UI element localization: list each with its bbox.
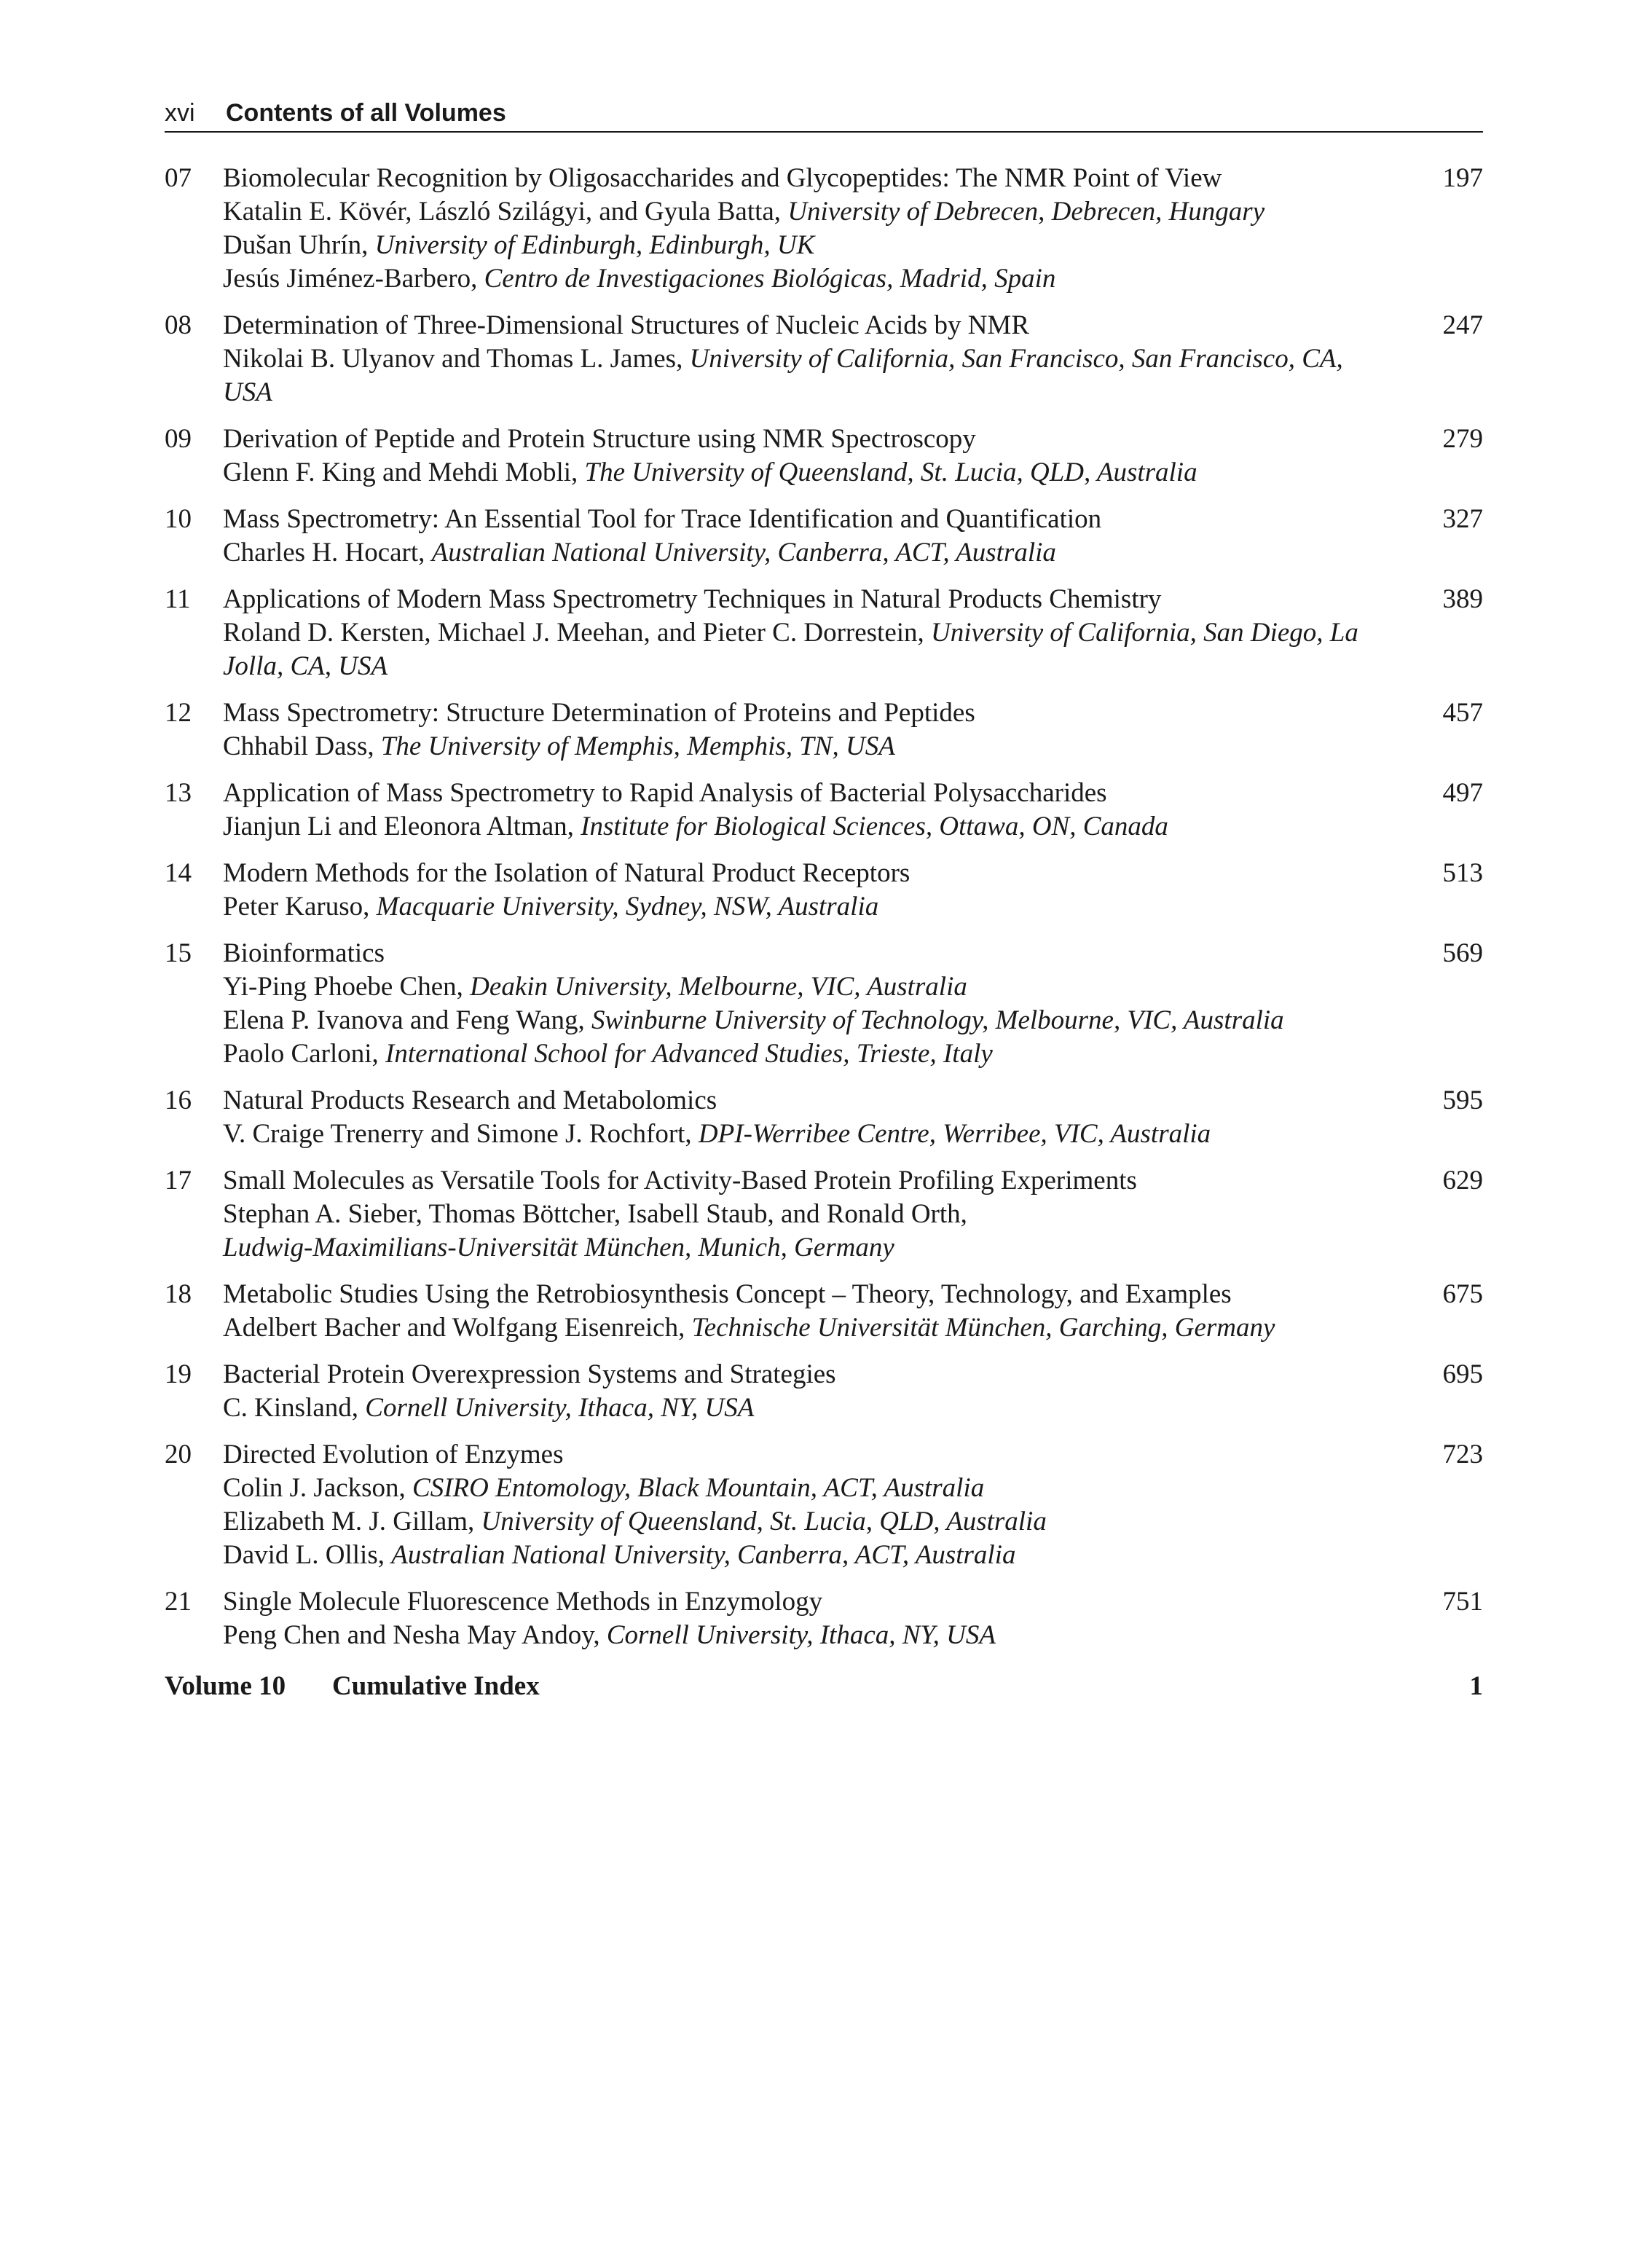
chapter-details — [223, 937, 1417, 1071]
chapter-title: Bioinformatics — [223, 938, 385, 968]
chapter-title: Modern Methods for the Isolation of Natural Product Receptors — [223, 858, 910, 888]
chapter-page-number: 197 — [1442, 163, 1483, 193]
chapter-title: Mass Spectrometry: Structure Determination of Proteins and Peptides — [223, 698, 975, 728]
author-affiliation: Cornell University, Ithaca, NY, USA — [365, 1393, 755, 1423]
chapter-number: 19 — [165, 1359, 192, 1389]
toc-entry — [165, 583, 1483, 683]
page — [165, 95, 1483, 1703]
author-names: Roland D. Kersten, Michael J. Meehan, and Pieter C. Dorrestein, — [223, 618, 932, 648]
chapter-title: Bacterial Protein Overexpression Systems and Strategies — [223, 1359, 836, 1389]
author-affiliation: Deakin University, Melbourne, VIC, Australia — [470, 972, 967, 1002]
author-line — [223, 1505, 1396, 1539]
chapter-title: Application of Mass Spectrometry to Rapid Analysis of Bacterial Polysaccharides — [223, 778, 1107, 808]
author-affiliation: University of Debrecen, Debrecen, Hungary — [787, 197, 1265, 227]
toc-entry — [165, 309, 1483, 409]
chapter-number: 18 — [165, 1279, 192, 1309]
author-line — [223, 195, 1396, 229]
author-line — [223, 342, 1396, 409]
author-names: Peter Karuso, — [223, 892, 377, 922]
chapter-details — [223, 1438, 1417, 1572]
chapter-title: Derivation of Peptide and Protein Structure using NMR Spectroscopy — [223, 424, 976, 454]
author-names: Katalin E. Kövér, László Szilágyi, and Gyula Batta, — [223, 197, 788, 227]
author-names: Nikolai B. Ulyanov and Thomas L. James, — [223, 344, 690, 374]
author-line — [223, 1198, 1396, 1231]
author-names: Colin J. Jackson, — [223, 1473, 413, 1503]
chapter-page-number: 497 — [1442, 778, 1483, 808]
page-folio: xvi — [165, 99, 195, 127]
author-names: David L. Ollis, — [223, 1540, 392, 1570]
table-of-contents — [165, 162, 1483, 1652]
author-line — [223, 1539, 1396, 1572]
chapter-title: Directed Evolution of Enzymes — [223, 1440, 564, 1469]
author-affiliation: Australian National University, Canberra, ACT, Australia — [391, 1540, 1016, 1570]
toc-entry — [165, 937, 1483, 1071]
author-line — [223, 1472, 1396, 1505]
chapter-details — [223, 309, 1417, 409]
chapter-title: Single Molecule Fluorescence Methods in Enzymology — [223, 1587, 823, 1617]
chapter-details — [223, 1084, 1417, 1151]
chapter-page-number: 751 — [1442, 1587, 1483, 1617]
toc-entry — [165, 1278, 1483, 1345]
author-line — [223, 970, 1396, 1004]
author-affiliation: University of California, San Francisco, San Francisco, CA, USA — [223, 344, 1343, 407]
toc-entry — [165, 1358, 1483, 1425]
chapter-details — [223, 696, 1417, 763]
toc-entry — [165, 777, 1483, 844]
author-line — [223, 536, 1396, 570]
chapter-details — [223, 777, 1417, 844]
author-names: Elena P. Ivanova and Feng Wang, — [223, 1005, 592, 1035]
chapter-number: 10 — [165, 504, 192, 534]
author-affiliation: The University of Memphis, Memphis, TN, USA — [380, 731, 895, 761]
running-head — [165, 95, 1483, 133]
chapter-details — [223, 583, 1417, 683]
toc-entry — [165, 1164, 1483, 1265]
author-names: Elizabeth M. J. Gillam, — [223, 1507, 481, 1536]
author-line — [223, 1231, 1396, 1265]
chapter-details — [223, 857, 1417, 924]
chapter-number: 21 — [165, 1587, 192, 1617]
chapter-title: Small Molecules as Versatile Tools for Activity-Based Protein Profiling Experiments — [223, 1166, 1137, 1195]
chapter-title: Natural Products Research and Metabolomics — [223, 1085, 717, 1115]
author-line — [223, 262, 1396, 296]
author-line — [223, 456, 1396, 490]
chapter-details — [223, 1164, 1417, 1265]
chapter-details — [223, 503, 1417, 570]
author-line — [223, 229, 1396, 262]
author-line — [223, 1037, 1396, 1071]
author-affiliation: The University of Queensland, St. Lucia, QLD, Australia — [584, 458, 1197, 487]
author-affiliation: University of Queensland, St. Lucia, QLD, Australia — [481, 1507, 1047, 1536]
chapter-title: Biomolecular Recognition by Oligosaccharides and Glycopeptides: The NMR Point of View — [223, 163, 1222, 193]
chapter-page-number: 595 — [1442, 1085, 1483, 1115]
author-names: C. Kinsland, — [223, 1393, 366, 1423]
author-names: Chhabil Dass, — [223, 731, 381, 761]
chapter-page-number: 327 — [1442, 504, 1483, 534]
chapter-number: 09 — [165, 424, 192, 454]
chapter-number: 14 — [165, 858, 192, 888]
author-names: Glenn F. King and Mehdi Mobli, — [223, 458, 585, 487]
chapter-page-number: 629 — [1442, 1166, 1483, 1195]
author-line — [223, 616, 1396, 683]
author-names: Charles H. Hocart, — [223, 538, 432, 568]
chapter-page-number: 247 — [1442, 310, 1483, 340]
chapter-details — [223, 1585, 1417, 1652]
chapter-title: Mass Spectrometry: An Essential Tool for Trace Identification and Quantification — [223, 504, 1102, 534]
chapter-number: 20 — [165, 1440, 192, 1469]
chapter-details — [223, 423, 1417, 490]
author-names: Stephan A. Sieber, Thomas Böttcher, Isabell Staub, and Ronald Orth, — [223, 1199, 967, 1229]
chapter-details — [223, 1278, 1417, 1345]
author-affiliation: Cornell University, Ithaca, NY, USA — [606, 1620, 996, 1650]
chapter-page-number: 457 — [1442, 698, 1483, 728]
chapter-title: Determination of Three-Dimensional Structures of Nucleic Acids by NMR — [223, 310, 1030, 340]
author-affiliation: Swinburne University of Technology, Melbourne, VIC, Australia — [591, 1005, 1284, 1035]
toc-entry — [165, 423, 1483, 490]
chapter-title: Metabolic Studies Using the Retrobiosynthesis Concept – Theory, Technology, and Examples — [223, 1279, 1232, 1309]
author-names: Jesús Jiménez-Barbero, — [223, 264, 484, 294]
volume-label: Volume 10 — [165, 1671, 286, 1701]
running-head-title: Contents of all Volumes — [226, 99, 506, 127]
author-line — [223, 1004, 1396, 1037]
author-line — [223, 810, 1396, 844]
author-names: Paolo Carloni, — [223, 1039, 386, 1069]
author-affiliation: DPI-Werribee Centre, Werribee, VIC, Australia — [698, 1119, 1211, 1149]
chapter-number: 17 — [165, 1166, 192, 1195]
author-names: Jianjun Li and Eleonora Altman, — [223, 812, 581, 841]
author-names: Dušan Uhrín, — [223, 230, 375, 260]
chapter-number: 07 — [165, 163, 192, 193]
author-affiliation: University of California, San Diego, La Jolla, CA, USA — [223, 618, 1358, 681]
chapter-number: 11 — [165, 584, 191, 614]
chapter-number: 13 — [165, 778, 192, 808]
author-line — [223, 1619, 1396, 1652]
author-affiliation: International School for Advanced Studies, Trieste, Italy — [385, 1039, 993, 1069]
author-names: Peng Chen and Nesha May Andoy, — [223, 1620, 607, 1650]
author-line — [223, 890, 1396, 924]
toc-entry — [165, 1084, 1483, 1151]
chapter-title: Applications of Modern Mass Spectrometry Techniques in Natural Products Chemistry — [223, 584, 1162, 614]
author-affiliation: Macquarie University, Sydney, NSW, Australia — [376, 892, 879, 922]
author-names: Yi-Ping Phoebe Chen, — [223, 972, 471, 1002]
chapter-page-number: 723 — [1442, 1440, 1483, 1469]
chapter-number: 15 — [165, 938, 192, 968]
author-affiliation: Institute for Biological Sciences, Ottawa, ON, Canada — [581, 812, 1168, 841]
chapter-details — [223, 162, 1417, 296]
author-affiliation: Ludwig-Maximilians-Universität München, Munich, Germany — [223, 1233, 894, 1263]
chapter-page-number: 675 — [1442, 1279, 1483, 1309]
chapter-page-number: 695 — [1442, 1359, 1483, 1389]
author-line — [223, 730, 1396, 763]
toc-entry — [165, 857, 1483, 924]
author-affiliation: Technische Universität München, Garching, Germany — [691, 1313, 1275, 1343]
chapter-number: 16 — [165, 1085, 192, 1115]
volume-index-line — [165, 1670, 1483, 1703]
author-names: V. Craige Trenerry and Simone J. Rochfort, — [223, 1119, 699, 1149]
author-line — [223, 1391, 1396, 1425]
chapter-page-number: 513 — [1442, 858, 1483, 888]
author-affiliation: University of Edinburgh, Edinburgh, UK — [374, 230, 815, 260]
chapter-page-number: 279 — [1442, 424, 1483, 454]
author-affiliation: Australian National University, Canberra, ACT, Australia — [431, 538, 1056, 568]
toc-entry — [165, 696, 1483, 763]
chapter-page-number: 389 — [1442, 584, 1483, 614]
toc-entry — [165, 162, 1483, 296]
author-affiliation: CSIRO Entomology, Black Mountain, ACT, Australia — [412, 1473, 985, 1503]
toc-entry — [165, 503, 1483, 570]
chapter-page-number: 569 — [1442, 938, 1483, 968]
chapter-number: 08 — [165, 310, 192, 340]
author-names: Adelbert Bacher and Wolfgang Eisenreich, — [223, 1313, 692, 1343]
volume-page-number: 1 — [1469, 1671, 1483, 1701]
volume-title: Cumulative Index — [332, 1671, 540, 1701]
author-affiliation: Centro de Investigaciones Biológicas, Madrid, Spain — [484, 264, 1056, 294]
toc-entry — [165, 1585, 1483, 1652]
toc-entry — [165, 1438, 1483, 1572]
chapter-details — [223, 1358, 1417, 1425]
author-line — [223, 1311, 1396, 1345]
chapter-number: 12 — [165, 698, 192, 728]
author-line — [223, 1118, 1396, 1151]
